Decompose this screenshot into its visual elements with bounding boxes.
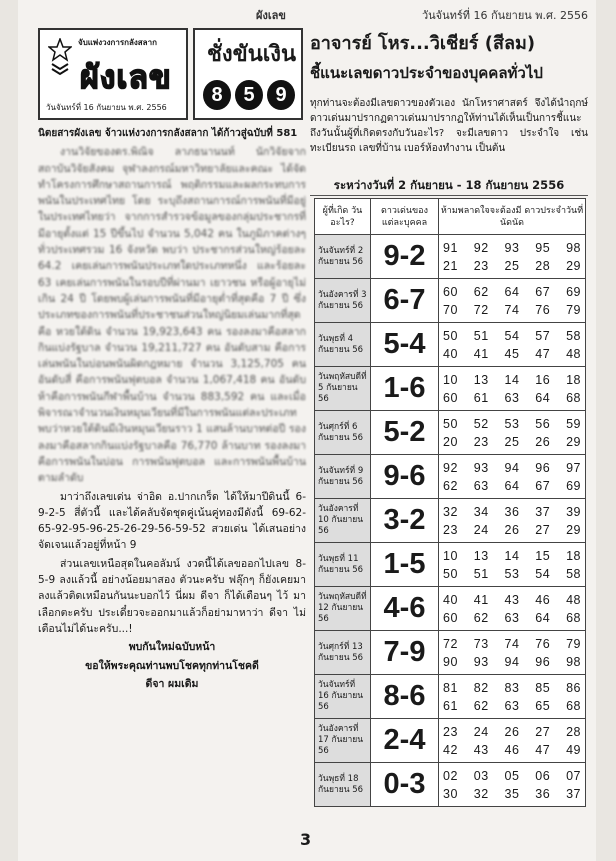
page-header <box>18 2 596 22</box>
lucky-number: 40 <box>443 346 458 361</box>
number-line <box>443 785 581 803</box>
lucky-number: 64 <box>504 478 520 493</box>
star-emblem-icon <box>48 38 72 78</box>
row-day: วันพฤหัสบดีที่ 5 กันยายน 56 <box>315 367 371 411</box>
lucky-number: 39 <box>566 504 581 519</box>
lucky-number: 50 <box>443 566 458 581</box>
lucky-number: 62 <box>443 478 458 493</box>
lucky-number: 07 <box>566 768 581 783</box>
lucky-number: 69 <box>566 284 581 299</box>
row-lucky-pair: 9-6 <box>371 455 439 499</box>
row-lucky-pair: 3-2 <box>371 499 439 543</box>
lucky-number: 14 <box>504 548 520 563</box>
lucky-number: 26 <box>504 522 520 537</box>
row-day: วันศุกร์ที่ 13 กันยายน 56 <box>315 631 371 675</box>
lucky-number: 62 <box>473 610 489 625</box>
header-lucky-pair: ดาวเด่นของ แต่ละบุคคล <box>371 199 439 235</box>
row-day: วันอังคารที่ 10 กันยายน 56 <box>315 499 371 543</box>
research-paragraph: งานวิจัยของดร.พิณิจ ลาภธนานนท์ นักวิจัยจาก สถาบันวิจัยสังคม จุฬาลงกรณ์มหาวิทยาลัยและคณะ ได้จัดทำโครงการศึกษาสถานการณ์ พฤติกรรมและผลกระทบการพนันในประเทศไทย โดย ระบุถึงสถานการณ์การพนันที่มีอยู่ในประเทศไทยว่า จากการสำรวจข้อมูลของกลุ่มประชากรที่มีอายุตั้งแต่ 15 ปีขึ้นไป จำนวน 5,042 คน ในภูมิภาคต่างๆ ทั่วประเทศรวม 16 จังหวัด พบว่า ประชากรส่วนใหญ่ร้อยละ 64.2 เคยเล่นการพนันประเภทใดประเภทหนึ่ง และร้อยละ 63 เคยเล่นการพนันในรอบปีที่ผ่านมา เยาวชน หรือผู้อายุไม่เกิน 24 ปี โดยพบผู้เล่นการพนันที่มีอายุต่ำที่สุดคือ 7 ปี ซึ่งประเภทของการพนันที่ประชาชนส่วนใหญ่นิยมเล่นมากที่สุดคือ หวยใต้ดิน จำนวน 19,923,643 คน รองลงมาคือสลากกินแบ่งรัฐบาล จำนวน 19,211,727 คน อันดับสาม คือการเล่นพนันในบ่อนพนันผิดกฎหมาย จำนวน 3,125,705 คน อันดับสี่ คือการพนันฟุตบอล จำนวน 1,067,418 คน อันดับห้าคือการพนันกีฬาพื้นบ้าน จำนวน 883,592 คน และเมื่อพิจารณาจำนวนเงินหมุนเวียนที่มีในการพนันแต่ละประเภท พบว่าหวยใต้ดินมีเงินหมุนเวียนราว 1 แสนล้านบาทต่อปี รองลงมาคือสลากกินแบ่งรัฐบาลคือ 76,770 ล้านบาท รองลงมาคือการพนันในบ่อน การพนันฟุตบอล และการพนันพื้นบ้าน ตามลำดับ <box>38 146 306 485</box>
row-lucky-pair: 7-9 <box>371 631 439 675</box>
lucky-number: 26 <box>535 434 551 449</box>
number-line <box>443 257 581 275</box>
lucky-number: 47 <box>535 346 551 361</box>
lucky-number: 13 <box>473 548 489 563</box>
lucky-number: 41 <box>473 592 489 607</box>
lucky-number: 34 <box>473 504 489 519</box>
lucky-number: 62 <box>473 284 489 299</box>
number-line <box>443 767 581 785</box>
row-day: วันจันทร์ที่ 16 กันยายน 56 <box>315 675 371 719</box>
lucky-number: 02 <box>443 768 458 783</box>
lucky-number: 98 <box>566 240 581 255</box>
lucky-number: 25 <box>504 434 520 449</box>
lucky-number: 68 <box>566 610 581 625</box>
lucky-number: 74 <box>504 302 520 317</box>
lucky-number: 26 <box>504 724 520 739</box>
lucky-number: 67 <box>535 478 551 493</box>
lucky-number: 27 <box>535 522 551 537</box>
lucky-number: 86 <box>566 680 581 695</box>
lucky-number: 18 <box>566 548 581 563</box>
number-line <box>443 503 581 521</box>
lucky-number: 83 <box>504 680 520 695</box>
article-heading <box>310 28 588 92</box>
lucky-number: 03 <box>473 768 489 783</box>
row-lucky-pair: 9-2 <box>371 235 439 279</box>
lucky-number: 53 <box>504 566 520 581</box>
row-lucky-pair: 1-5 <box>371 543 439 587</box>
header-brand: ผังเลข <box>256 9 286 22</box>
number-line <box>443 415 581 433</box>
lucky-number: 18 <box>566 372 581 387</box>
lucky-number: 95 <box>535 240 551 255</box>
article-intro: ทุกท่านจะต้องมีเลขดาวของตัวเอง นักโหราศาสตร์ จึงได้นำฤกษ์ดาวเด่นมาปรากฏดาวเด่นมาปรากฏให้ท่านได้เห็นเป็นการชี้แนะ ถึงวันนั้นผู้ที่เกิดตรงกับวันอะไร? จะมีเลขดาว ประจำใจ เช่น ทะเบียนรถ เลขที่บ้าน เบอร์ห้องทำงาน เป็นต้น <box>310 98 588 154</box>
lucky-number: 64 <box>535 610 551 625</box>
lucky-number: 32 <box>443 504 458 519</box>
digit-1: 8 <box>203 80 231 110</box>
lucky-number: 46 <box>535 592 551 607</box>
closing-line-2: ขอให้พระคุณท่านพบโชคทุกท่านโชคดี <box>85 659 259 672</box>
lucky-number: 35 <box>504 786 520 801</box>
table-row <box>315 587 586 631</box>
header-birth-day: ผู้ที่เกิด วันอะไร? <box>315 199 371 235</box>
row-lucky-numbers <box>439 455 586 499</box>
row-day: วันพุธที่ 11 กันยายน 56 <box>315 543 371 587</box>
row-lucky-pair: 0-3 <box>371 763 439 807</box>
row-lucky-numbers <box>439 411 586 455</box>
lucky-number: 15 <box>535 548 551 563</box>
row-lucky-numbers <box>439 323 586 367</box>
digit-2: 5 <box>235 80 263 110</box>
lucky-number: 47 <box>535 742 551 757</box>
lucky-number: 64 <box>535 390 551 405</box>
lucky-number: 63 <box>473 478 489 493</box>
lucky-number: 29 <box>566 434 581 449</box>
lucky-number: 62 <box>473 698 489 713</box>
lucky-number: 51 <box>473 566 489 581</box>
row-lucky-pair: 4-6 <box>371 587 439 631</box>
row-lucky-pair: 5-4 <box>371 323 439 367</box>
lucky-number: 63 <box>504 610 520 625</box>
lucky-number: 24 <box>473 522 489 537</box>
lucky-number: 93 <box>473 460 489 475</box>
lucky-number: 23 <box>473 258 489 273</box>
lucky-number: 60 <box>443 610 458 625</box>
number-line <box>443 723 581 741</box>
number-line <box>443 459 581 477</box>
lucky-number: 61 <box>473 390 489 405</box>
magazine-page <box>18 0 596 861</box>
number-line <box>443 741 581 759</box>
article-subtitle: ชี้แนะเลขดาวประจำของบุคคลทั่วไป <box>310 64 543 82</box>
lucky-number: 72 <box>443 636 458 651</box>
number-line <box>443 283 581 301</box>
lucky-number: 54 <box>535 566 551 581</box>
lucky-number: 93 <box>504 240 520 255</box>
issue-intro: นิตยสารผังเลข จ้าวแห่งวงการกลังสลาก ได้ก้าวสู่ฉบับที่ 581 <box>38 128 298 139</box>
lucky-number: 13 <box>473 372 489 387</box>
lucky-number: 28 <box>566 724 581 739</box>
table-row <box>315 675 586 719</box>
logo-subtitle: จับแพ่งวงการกลังสลาก <box>78 38 157 47</box>
lucky-number: 58 <box>566 328 581 343</box>
lucky-number: 51 <box>473 328 489 343</box>
lucky-number: 94 <box>504 654 520 669</box>
row-lucky-numbers <box>439 279 586 323</box>
row-day: วันจันทร์ที่ 9 กันยายน 56 <box>315 455 371 499</box>
lucky-number: 36 <box>504 504 520 519</box>
lucky-number: 67 <box>535 284 551 299</box>
number-line <box>443 635 581 653</box>
lucky-number: 16 <box>535 372 551 387</box>
row-day: วันอังคารที่ 3 กันยายน 56 <box>315 279 371 323</box>
lucky-number: 10 <box>443 372 458 387</box>
row-lucky-numbers <box>439 367 586 411</box>
row-lucky-numbers <box>439 719 586 763</box>
lucky-number: 79 <box>566 636 581 651</box>
author-signoff: ดีจา ผมเดิม <box>145 677 199 690</box>
lucky-number: 30 <box>443 786 458 801</box>
logo-date: วันจันทร์ที่ 16 กันยายน พ.ศ. 2556 <box>46 103 167 112</box>
row-day: วันพุธที่ 18 กันยายน 56 <box>315 763 371 807</box>
lucky-number: 97 <box>566 460 581 475</box>
lucky-number: 05 <box>504 768 520 783</box>
lucky-number: 43 <box>504 592 520 607</box>
table-row <box>315 235 586 279</box>
lucky-number: 20 <box>443 434 458 449</box>
number-line <box>443 345 581 363</box>
lucky-number: 65 <box>535 698 551 713</box>
lucky-number: 54 <box>504 328 520 343</box>
lucky-number: 64 <box>504 284 520 299</box>
row-lucky-numbers <box>439 499 586 543</box>
lucky-number: 94 <box>504 460 520 475</box>
table-row <box>315 323 586 367</box>
table-row <box>315 763 586 807</box>
number-line <box>443 521 581 539</box>
lucky-number: 50 <box>443 328 458 343</box>
lucky-number: 59 <box>566 416 581 431</box>
lucky-number: 85 <box>535 680 551 695</box>
row-lucky-pair: 6-7 <box>371 279 439 323</box>
lucky-number: 57 <box>535 328 551 343</box>
lucky-number: 43 <box>473 742 489 757</box>
lucky-number: 29 <box>566 258 581 273</box>
lucky-number: 68 <box>566 390 581 405</box>
lucky-number: 42 <box>443 742 458 757</box>
lucky-number: 50 <box>443 416 458 431</box>
column-paragraph: ส่วนเลขเหนือสุดในคอลัมน์ งวดนี้ได้เลขออกไปเลข 8-5-9 ลงแล้วนี้ อย่างน้อยมาสอง ตัวนะครับ ฟลุ๊กๆ ก็ยังเคยมาลงแล้วติดเหมือนกันนะบอกไว้ นี่ผม ดีจา ก็ได้เตือนๆ ไว้ มาเลือกตะครับ ประเดี๋ยวจะออกมาแล้วก็อย่ามาหาว่า ดีจา ไม่เตือนไม่ได้นะครับ...! <box>38 557 306 635</box>
lucky-number: 74 <box>504 636 520 651</box>
lucky-number: 23 <box>443 724 458 739</box>
lucky-number: 76 <box>535 636 551 651</box>
lucky-number: 92 <box>473 240 489 255</box>
header-date: วันจันทร์ที่ 16 กันยายน พ.ศ. 2556 <box>421 9 588 22</box>
magazine-logo <box>38 28 188 120</box>
lucky-number: 24 <box>473 724 489 739</box>
lucky-number: 60 <box>443 284 458 299</box>
featured-title: ชั่งขันเงิน <box>207 42 297 67</box>
closing-line-1: พบกันใหม่ฉบับหน้า <box>128 641 216 654</box>
lucky-number: 41 <box>473 346 489 361</box>
lucky-number: 58 <box>566 566 581 581</box>
table-row <box>315 279 586 323</box>
left-article <box>38 126 306 694</box>
lucky-number: 49 <box>566 742 581 757</box>
number-line <box>443 653 581 671</box>
page-number: 3 <box>300 830 312 849</box>
lucky-number: 82 <box>473 680 489 695</box>
lucky-number: 37 <box>535 504 551 519</box>
logo-title: ผังเลข <box>80 59 172 95</box>
number-line <box>443 591 581 609</box>
row-lucky-numbers <box>439 675 586 719</box>
table-row <box>315 411 586 455</box>
row-day: วันจันทร์ที่ 2 กันยายน 56 <box>315 235 371 279</box>
table-row <box>315 543 586 587</box>
lucky-number: 14 <box>504 372 520 387</box>
lucky-number: 69 <box>566 478 581 493</box>
row-day: วันพุธที่ 4 กันยายน 56 <box>315 323 371 367</box>
featured-numbers-box <box>193 28 303 120</box>
row-lucky-pair: 5-2 <box>371 411 439 455</box>
row-lucky-pair: 1-6 <box>371 367 439 411</box>
lucky-number: 63 <box>504 390 520 405</box>
lucky-number: 36 <box>535 786 551 801</box>
row-lucky-numbers <box>439 631 586 675</box>
lucky-number: 96 <box>535 460 551 475</box>
lucky-number: 28 <box>535 258 551 273</box>
lucky-number: 90 <box>443 654 458 669</box>
row-lucky-numbers <box>439 235 586 279</box>
lucky-number: 46 <box>504 742 520 757</box>
lucky-number: 10 <box>443 548 458 563</box>
table-row <box>315 719 586 763</box>
lucky-number: 73 <box>473 636 489 651</box>
lucky-number: 23 <box>443 522 458 537</box>
table-row <box>315 455 586 499</box>
lucky-number: 48 <box>566 346 581 361</box>
lucky-number: 27 <box>535 724 551 739</box>
lucky-number: 21 <box>443 258 458 273</box>
lucky-number: 79 <box>566 302 581 317</box>
number-line <box>443 389 581 407</box>
number-line <box>443 433 581 451</box>
lucky-number: 93 <box>473 654 489 669</box>
lucky-number: 56 <box>535 416 551 431</box>
number-line <box>443 697 581 715</box>
table-row <box>315 499 586 543</box>
number-line <box>443 371 581 389</box>
lucky-number: 06 <box>535 768 551 783</box>
author-title: อาจารย์ โหร...วิเชียร์ (สีลม) <box>310 33 536 54</box>
table-header-row <box>315 199 586 235</box>
number-line <box>443 327 581 345</box>
lucky-number: 76 <box>535 302 551 317</box>
lucky-number: 60 <box>443 390 458 405</box>
lucky-number: 45 <box>504 346 520 361</box>
number-line <box>443 301 581 319</box>
row-lucky-numbers <box>439 543 586 587</box>
row-day: วันอังคารที่ 17 กันยายน 56 <box>315 719 371 763</box>
row-lucky-pair: 2-4 <box>371 719 439 763</box>
number-line <box>443 565 581 583</box>
lucky-number: 63 <box>504 698 520 713</box>
lucky-number: 53 <box>504 416 520 431</box>
number-line <box>443 547 581 565</box>
lucky-number: 48 <box>566 592 581 607</box>
number-line <box>443 477 581 495</box>
lucky-number: 61 <box>443 698 458 713</box>
lucky-number: 92 <box>443 460 458 475</box>
row-day: วันพฤหัสบดีที่ 12 กันยายน 56 <box>315 587 371 631</box>
digit-3: 9 <box>267 80 295 110</box>
number-line <box>443 609 581 627</box>
lucky-number: 37 <box>566 786 581 801</box>
lucky-number: 81 <box>443 680 458 695</box>
row-lucky-numbers <box>439 587 586 631</box>
lucky-number: 70 <box>443 302 458 317</box>
lucky-number: 72 <box>473 302 489 317</box>
lucky-number: 25 <box>504 258 520 273</box>
header-lucky-numbers: ห้ามพลาดใจจะต้องมี ดาวประจำวันที่นัดนัด <box>439 199 586 235</box>
row-lucky-numbers <box>439 763 586 807</box>
number-line <box>443 239 581 257</box>
lucky-number: 40 <box>443 592 458 607</box>
date-range: ระหว่างวันที่ 2 กันยายน - 18 กันยายน 2556 <box>310 174 588 196</box>
tips-paragraph: มาว่าถึงเลขเด่น จ่าอิด อ.ปากเกร็ด ได้ให้มาปีดินนี้ 6-9-2-5 สี่ตัวนี้ และได้คลับจัดชุดคู่เน้นคู่ทองมีดังนี้ 69-62-65-92-95-96-25-26-29-56-59-52 สวยเด่น ได้เสนอย่างจัดเจนแล้วอยู่ที่หน้า 9 <box>38 490 306 552</box>
lucky-number: 96 <box>535 654 551 669</box>
featured-digits <box>203 80 295 110</box>
lucky-number: 32 <box>473 786 489 801</box>
row-day: วันศุกร์ที่ 6 กันยายน 56 <box>315 411 371 455</box>
lucky-number: 91 <box>443 240 458 255</box>
lucky-number: 29 <box>566 522 581 537</box>
table-row <box>315 631 586 675</box>
lucky-number: 23 <box>473 434 489 449</box>
prediction-table <box>314 198 586 807</box>
row-lucky-pair: 8-6 <box>371 675 439 719</box>
table-row <box>315 367 586 411</box>
lucky-number: 98 <box>566 654 581 669</box>
number-line <box>443 679 581 697</box>
lucky-number: 52 <box>473 416 489 431</box>
lucky-number: 68 <box>566 698 581 713</box>
